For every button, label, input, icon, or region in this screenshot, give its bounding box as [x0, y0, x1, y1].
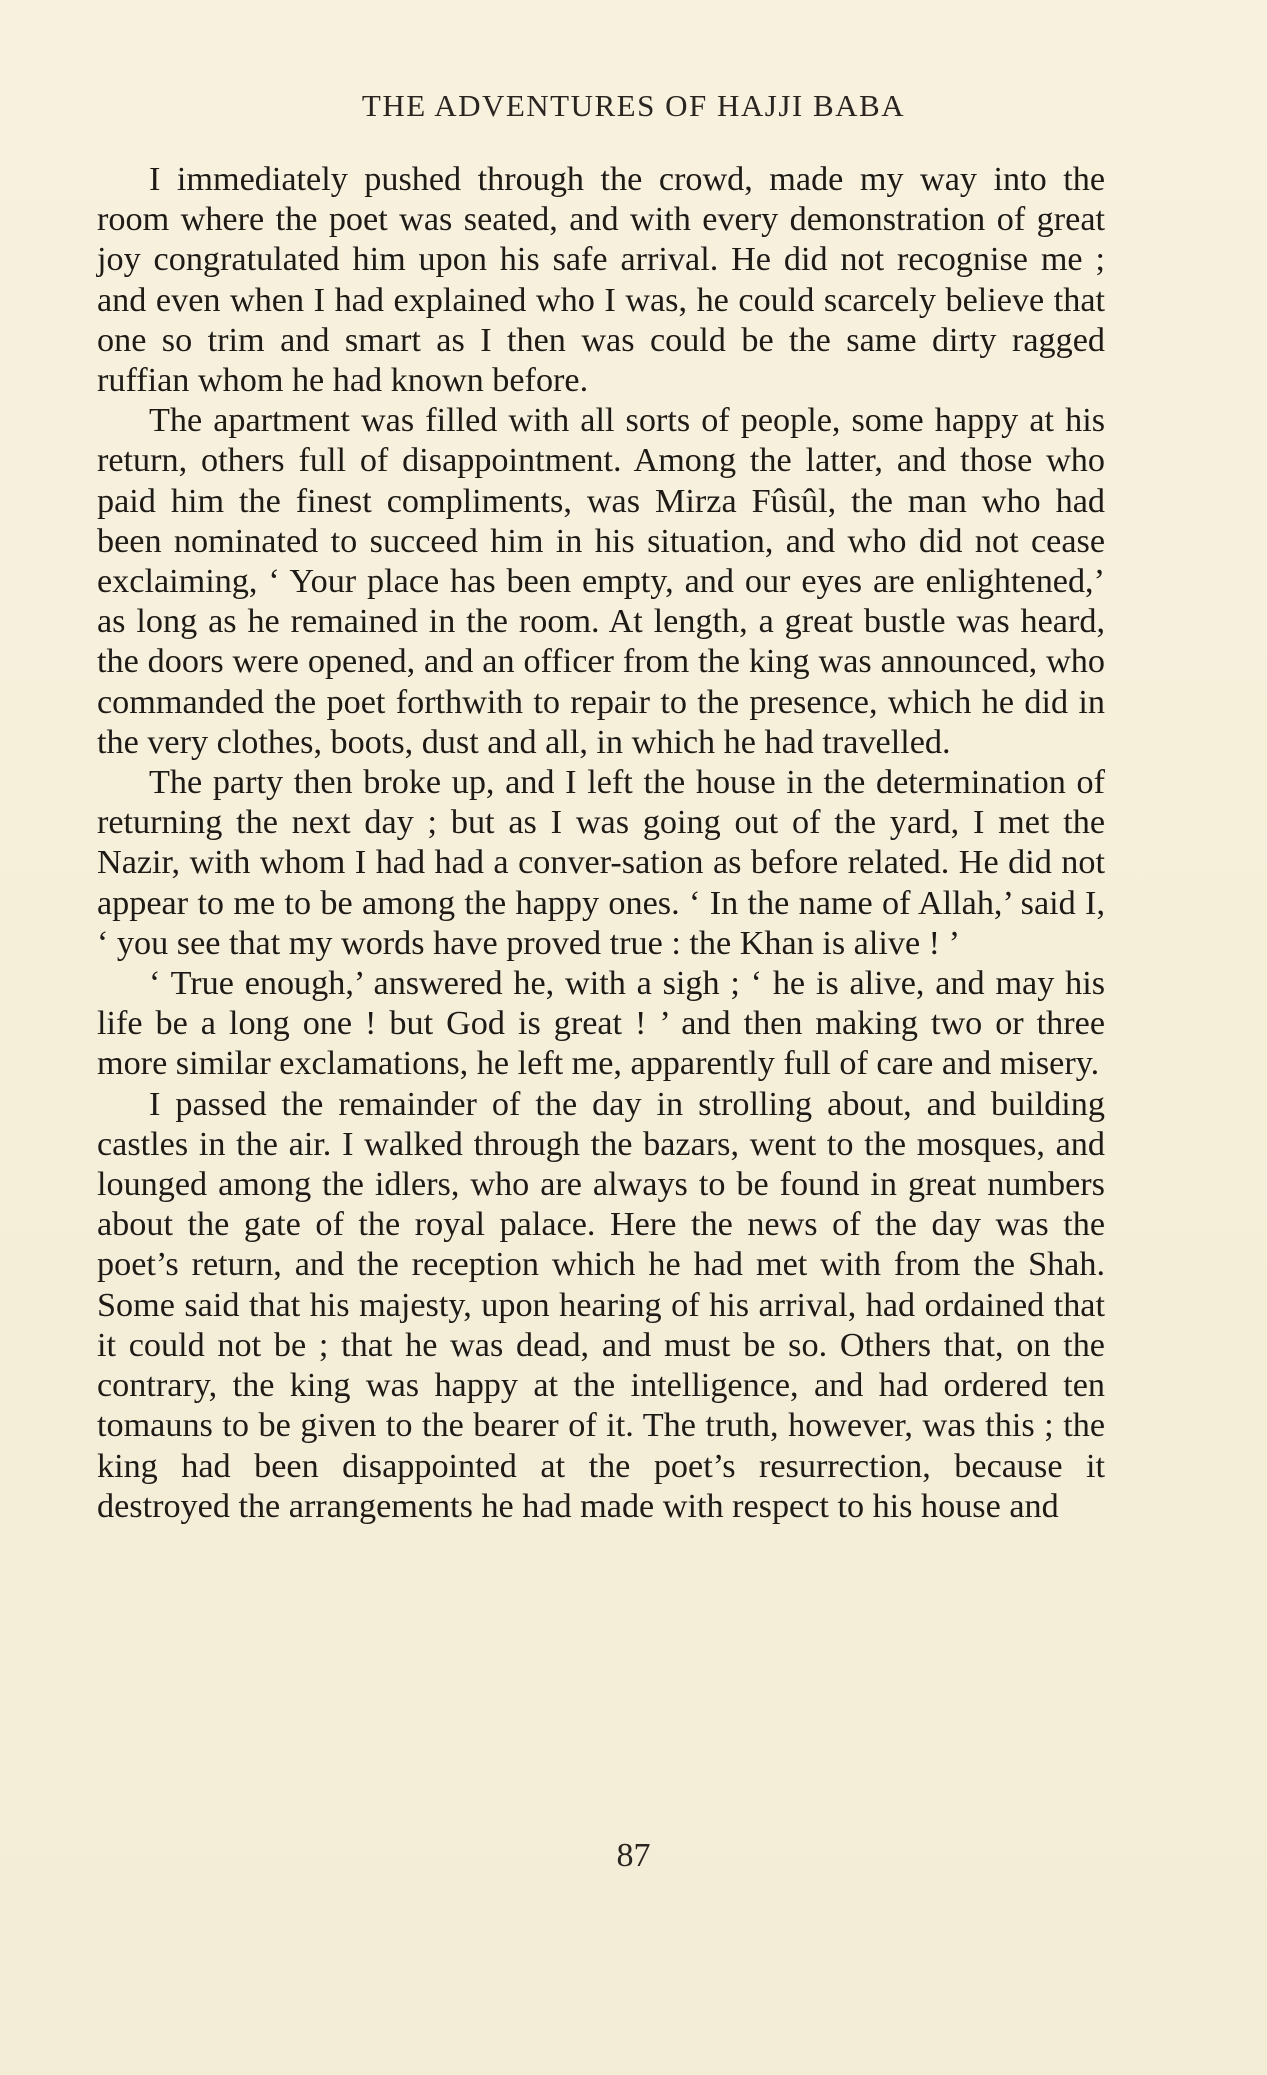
page-number: 87 — [616, 1837, 651, 1874]
body-text — [97, 160, 1105, 1527]
paragraph: The apartment was filled with all sorts of people, some happy at his return, others full of disappointment. Among the latter, and those who paid him the finest compliments, was Mirza Fûsûl, the man who had been nominated to succeed him in his situation, and who did not cease exclaiming, ‘ Your place has been empty, and our eyes are enlightened,’ as long as he remained in the room. At length, a great bustle was heard, the doors were opened, and an officer from the king was announced, who commanded the poet forthwith to repair to the presence, which he did in the very clothes, boots, dust and all, in which he had travelled. — [97, 402, 1105, 761]
paragraph: ‘ True enough,’ answered he, with a sigh ; ‘ he is alive, and may his life be a long one ! but God is great ! ’ and then making two or three more similar exclamations, he left me, apparently full of care and misery. — [97, 965, 1105, 1083]
running-head: THE ADVENTURES OF HAJJI BABA — [361, 88, 906, 123]
paragraph: I passed the remainder of the day in strolling about, and building castles in the air. I walked through the bazars, went to the mosques, and lounged among the idlers, who are always to be found in great numbers about the gate of the royal palace. Here the news of the day was the poet’s return, and the reception which he had met with from the Shah. Some said that his majesty, upon hearing of his arrival, had ordained that it could not be ; that he was dead, and must be so. Others that, on the contrary, the king was happy at the intelligence, and had ordered ten tomauns to be given to the bearer of it. The truth, however, was this ; the king had been disappointed at the poet’s resurrection, because it destroyed the arrangements he had made with respect to his house and — [97, 1085, 1105, 1525]
paragraph: The party then broke up, and I left the house in the determination of returning the next day ; but as I was going out of the yard, I met the Nazir, with whom I had had a conver-sation as before related. He did not appear to me to be among the happy ones. ‘ In the name of Allah,’ said I, ‘ you see that my words have proved true : the Khan is alive ! ’ — [97, 764, 1105, 962]
paragraph: I immediately pushed through the crowd, made my way into the room where the poet was seated, and with every demonstration of great joy congratulated him upon his safe arrival. He did not recognise me ; and even when I had explained who I was, he could scarcely believe that one so trim and smart as I then was could be the same dirty ragged ruffian whom he had known before. — [97, 161, 1105, 400]
